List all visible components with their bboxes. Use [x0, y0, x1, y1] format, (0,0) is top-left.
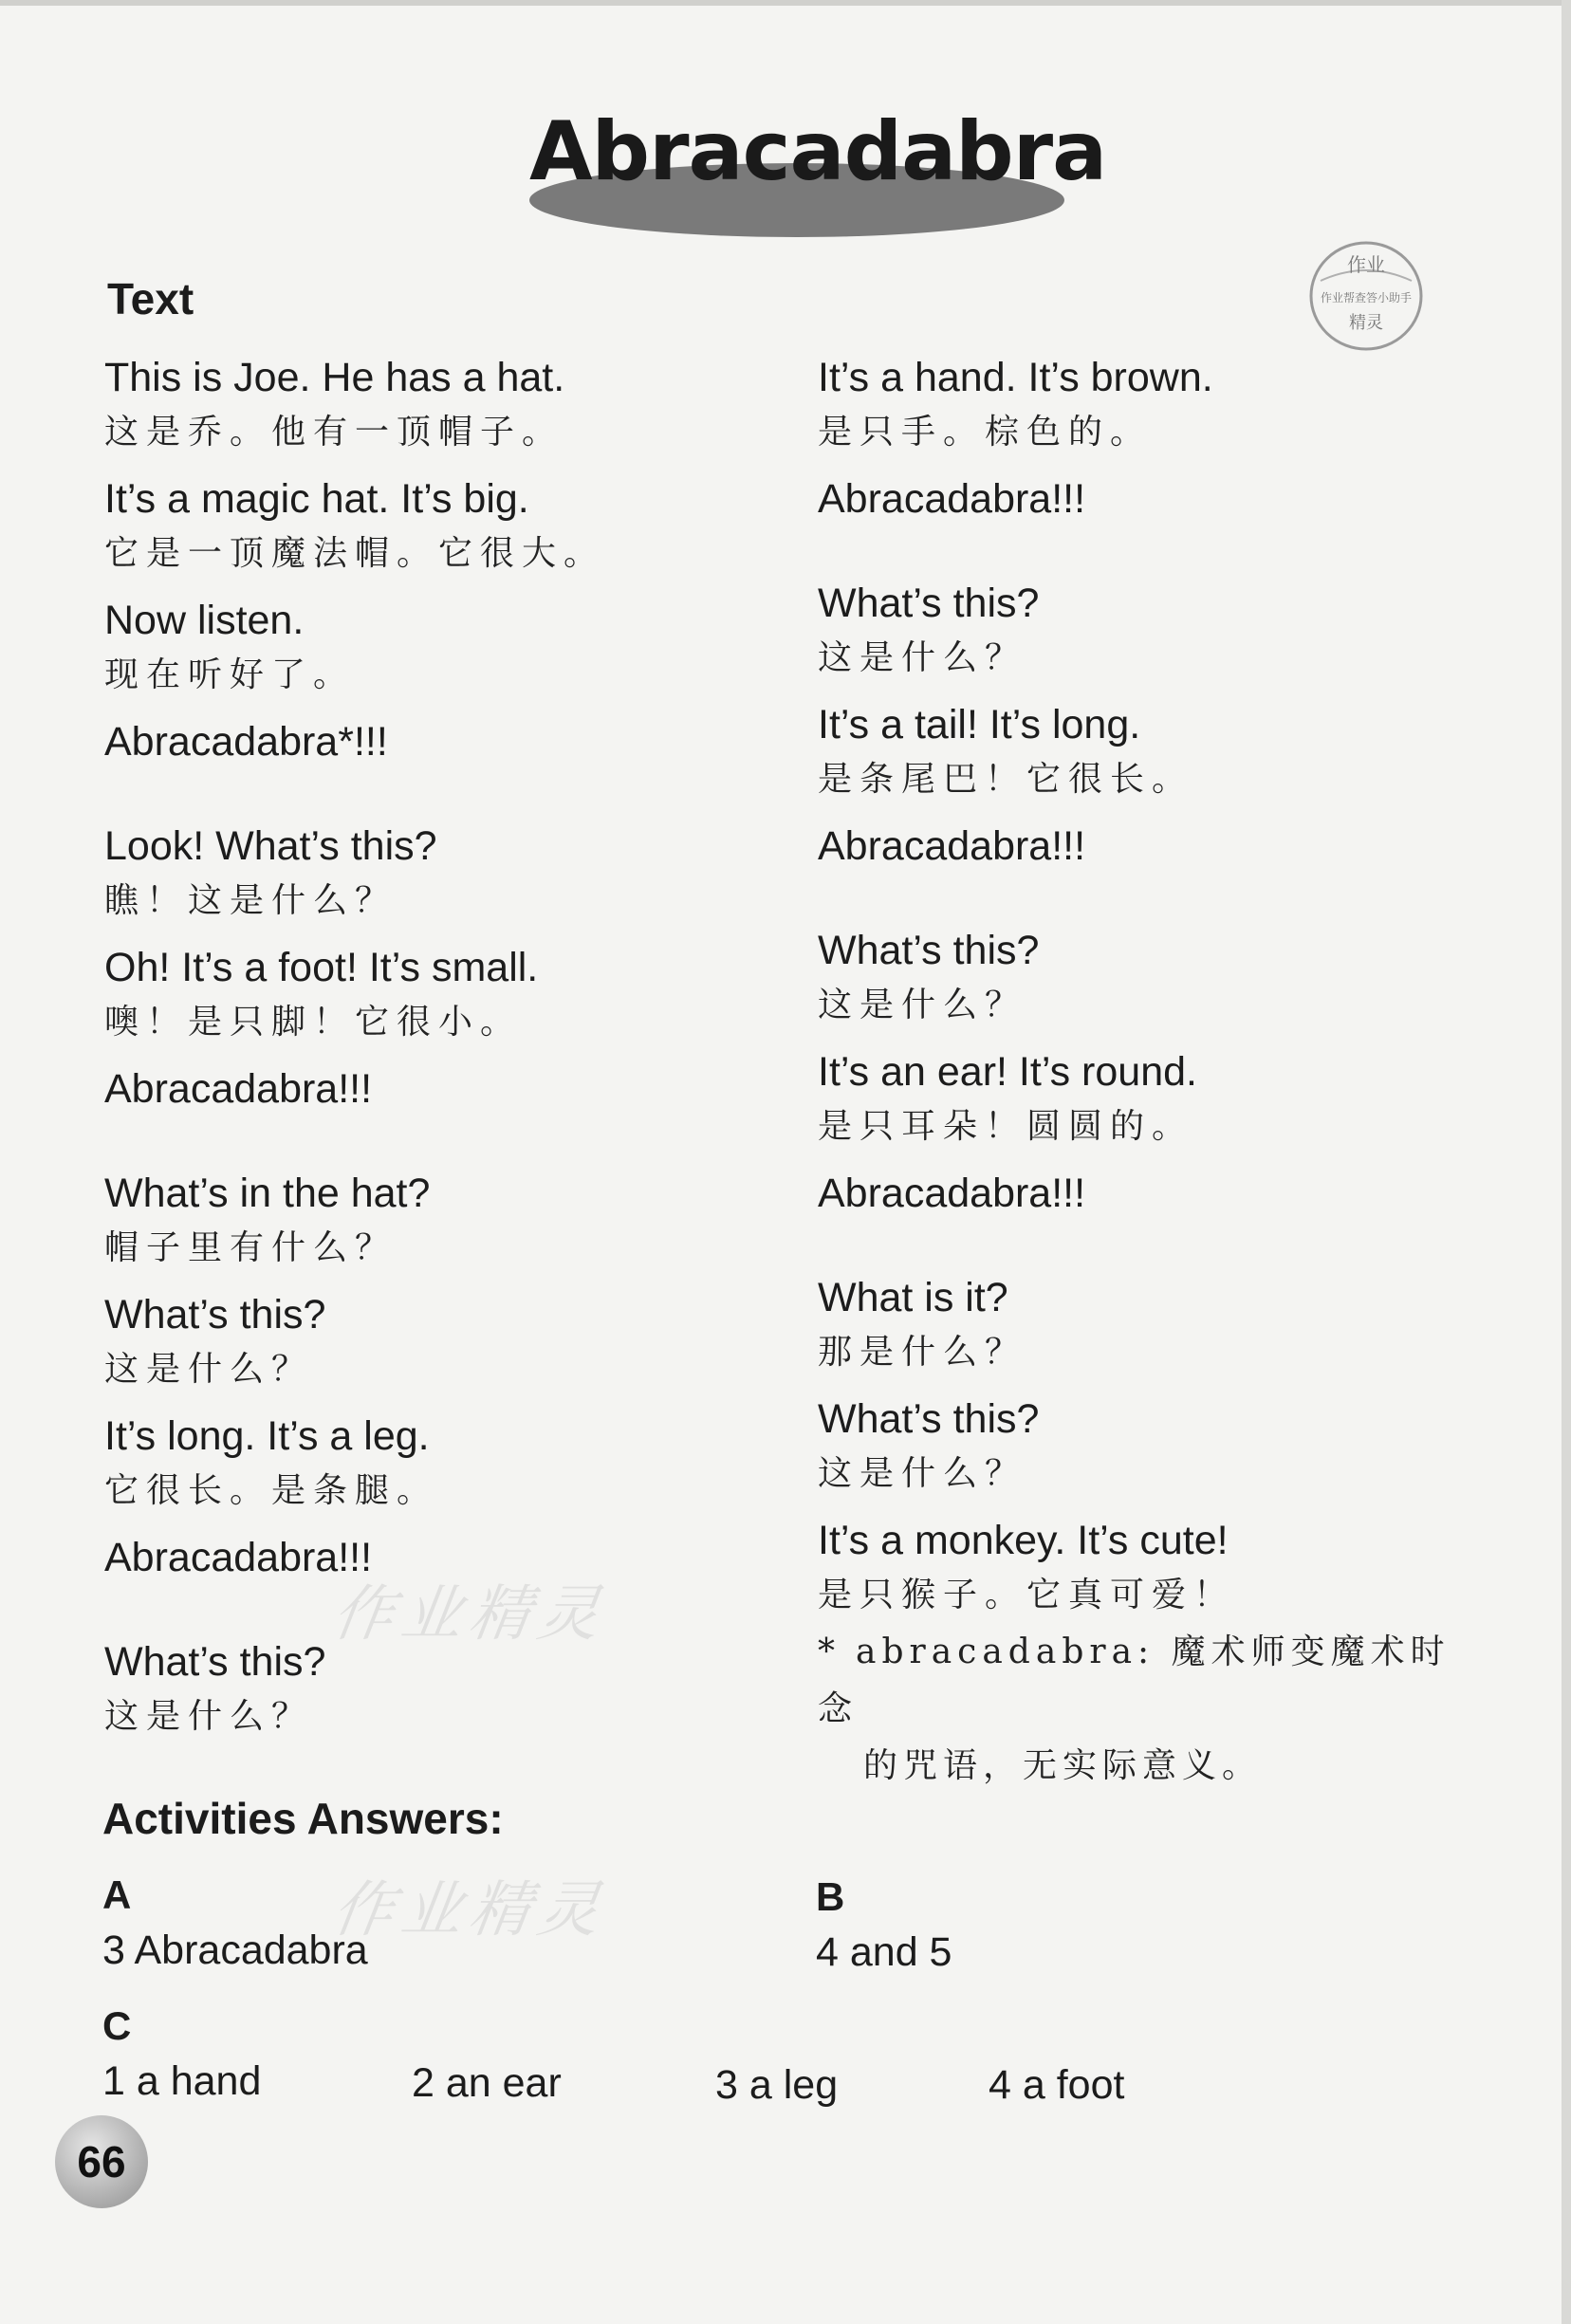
english-line: It’s long. It’s a leg.: [104, 1413, 430, 1459]
text-block: [818, 696, 1482, 806]
text-block: [104, 592, 787, 702]
footnote: [818, 1624, 1482, 1795]
english-line: Look! What’s this?: [104, 823, 437, 869]
stamp-text-1: 作业: [1347, 253, 1385, 276]
chinese-line: 是只手。棕色的。: [818, 413, 1153, 452]
english-line: This is Joe. He has a hat.: [104, 355, 565, 400]
top-border: [0, 0, 1571, 6]
text-block: [104, 470, 787, 581]
chinese-line: 这是什么？: [104, 1697, 314, 1736]
stamp-text-3: 精灵: [1349, 313, 1383, 333]
text-block: [104, 1286, 787, 1396]
chinese-line: 这是什么？: [818, 986, 1027, 1024]
english-line: What’s in the hat?: [104, 1171, 431, 1216]
english-line: What’s this?: [818, 581, 1040, 626]
text-block: [818, 818, 1482, 875]
text-block: [104, 349, 787, 459]
chinese-line: 它很长。是条腿。: [104, 1471, 439, 1510]
activities-heading: Activities Answers:: [102, 1794, 504, 1843]
text-block: [104, 939, 787, 1049]
text-block: [818, 1512, 1482, 1622]
chinese-line: 是只猴子。它真可爱！: [818, 1576, 1236, 1614]
page-title: Abracadabra: [529, 104, 1107, 199]
chinese-line: 这是什么？: [818, 638, 1027, 677]
text-block: [818, 349, 1482, 459]
english-line: What’s this?: [818, 928, 1040, 973]
chinese-line: 那是什么？: [818, 1333, 1027, 1372]
answer-label-b: B: [816, 1874, 845, 1919]
text-block: [818, 1391, 1482, 1501]
text-block: [818, 1043, 1482, 1153]
text-block: [104, 1408, 787, 1518]
footnote-line-1: abracadabra: 魔术师变魔术时念: [818, 1632, 1451, 1728]
answer-c-item: 3 a leg: [715, 2062, 839, 2108]
chinese-line: 是只耳朵！圆圆的。: [818, 1107, 1194, 1146]
answer-c-item: 4 a foot: [989, 2062, 1125, 2108]
english-line: It’s a tail! It’s long.: [818, 702, 1141, 747]
chinese-line: 这是乔。他有一顶帽子。: [104, 413, 564, 452]
english-line: What’s this?: [818, 1396, 1040, 1442]
answer-label-c: C: [102, 2003, 132, 2048]
english-line: It’s an ear! It’s round.: [818, 1049, 1197, 1095]
answer-a: 3 Abracadabra: [102, 1927, 368, 1973]
stamp-logo: [1303, 233, 1429, 359]
watermark: 作业精灵: [327, 1875, 612, 1946]
watermark: 作业精灵: [327, 1579, 612, 1650]
text-block: [818, 470, 1482, 527]
chinese-line: 它是一顶魔法帽。它很大。: [104, 534, 606, 573]
chinese-line: 现在听好了。: [104, 655, 356, 694]
footnote-line-2: 的咒语，无实际意义。: [863, 1746, 1263, 1785]
english-line: What is it?: [818, 1275, 1008, 1320]
english-line: Abracadabra*!!!: [104, 719, 388, 765]
english-line: Oh! It’s a foot! It’s small.: [104, 945, 539, 990]
stamp-text-2: 作业帮查答小助手: [1320, 291, 1413, 304]
english-line: Abracadabra!!!: [818, 476, 1086, 522]
text-block: [104, 713, 787, 770]
english-line: Abracadabra!!!: [818, 823, 1086, 869]
text-block: [104, 818, 787, 928]
english-line: What’s this?: [104, 1639, 326, 1685]
text-block: [104, 1061, 787, 1117]
english-line: Abracadabra!!!: [104, 1535, 373, 1580]
chinese-line: 这是什么？: [104, 1350, 314, 1389]
title-banner: [529, 104, 1107, 237]
english-line: What’s this?: [104, 1292, 326, 1337]
page-number: 66: [55, 2115, 148, 2208]
english-line: It’s a magic hat. It’s big.: [104, 476, 529, 522]
english-line: Abracadabra!!!: [104, 1066, 373, 1112]
right-column: [818, 349, 1482, 1633]
text-block: [818, 1165, 1482, 1222]
answer-c-item: 1 a hand: [102, 2058, 262, 2104]
chinese-line: 帽子里有什么？: [104, 1228, 397, 1267]
text-block: [818, 1269, 1482, 1379]
footnote-star: *: [818, 1632, 835, 1671]
right-edge: [1562, 0, 1571, 2324]
answer-c-item: 2 an ear: [412, 2060, 562, 2106]
answer-b: 4 and 5: [816, 1929, 952, 1975]
english-line: It’s a monkey. It’s cute!: [818, 1518, 1229, 1563]
text-heading: Text: [107, 274, 194, 323]
chinese-line: 噢！是只脚！它很小。: [104, 1003, 523, 1042]
text-block: [104, 1165, 787, 1275]
text-block: [818, 922, 1482, 1032]
chinese-line: 瞧！这是什么？: [104, 881, 397, 920]
left-column: [104, 349, 787, 1755]
english-line: Now listen.: [104, 598, 305, 643]
english-line: It’s a hand. It’s brown.: [818, 355, 1213, 400]
chinese-line: 这是什么？: [818, 1454, 1027, 1493]
chinese-line: 是条尾巴！它很长。: [818, 760, 1194, 799]
text-block: [818, 575, 1482, 685]
english-line: Abracadabra!!!: [818, 1171, 1086, 1216]
answer-label-a: A: [102, 1872, 132, 1917]
